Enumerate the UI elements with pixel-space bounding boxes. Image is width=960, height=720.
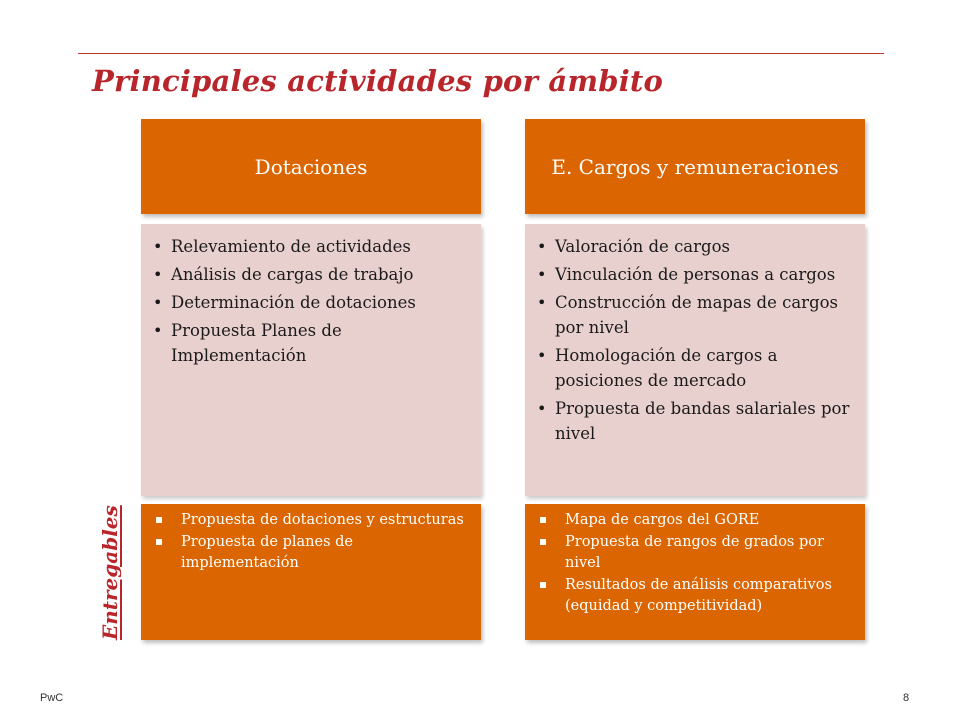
list-item: Propuesta de planes de implementación [153, 532, 471, 575]
bullet-icon: • [537, 293, 547, 312]
footer-brand: PwC [40, 692, 64, 704]
deliverables-list [537, 510, 855, 618]
list-item: • Análisis de cargas de trabajo [153, 262, 469, 287]
activities-panel-cargos [525, 224, 865, 496]
list-item: • Relevamiento de actividades [153, 234, 469, 259]
square-bullet-icon [540, 517, 546, 523]
square-bullet-icon [156, 517, 162, 523]
bullet-icon: • [537, 346, 547, 365]
list-item: Propuesta de dotaciones y estructuras [153, 510, 471, 532]
list-item: Resultados de análisis comparativos (equidad y competitividad) [537, 575, 855, 618]
bullet-icon: • [537, 237, 547, 256]
bullet-icon: • [153, 237, 163, 256]
activities-list [537, 234, 853, 446]
bullet-icon: • [153, 321, 163, 340]
page-number: 8 [903, 692, 910, 704]
deliverables-side-label: Entregables [98, 505, 122, 640]
square-bullet-icon [156, 539, 162, 545]
bullet-icon: • [153, 293, 163, 312]
activities-list [153, 234, 469, 368]
deliverables-panel-dotaciones [141, 504, 481, 640]
bullet-icon: • [537, 265, 547, 284]
column-header-label: E. Cargos y remuneraciones [551, 154, 839, 179]
column-header-cargos-remuneraciones [525, 119, 865, 214]
list-item: Mapa de cargos del GORE [537, 510, 855, 532]
list-item: • Homologación de cargos a posiciones de mercado [537, 343, 853, 393]
list-item: • Determinación de dotaciones [153, 290, 469, 315]
top-divider [78, 53, 884, 54]
square-bullet-icon [540, 539, 546, 545]
column-header-label: Dotaciones [254, 154, 368, 179]
list-item: • Vinculación de personas a cargos [537, 262, 853, 287]
list-item: • Valoración de cargos [537, 234, 853, 259]
list-item: Propuesta de rangos de grados por nivel [537, 532, 855, 575]
deliverables-panel-cargos [525, 504, 865, 640]
activities-panel-dotaciones [141, 224, 481, 496]
list-item: • Construcción de mapas de cargos por nivel [537, 290, 853, 340]
column-header-dotaciones [141, 119, 481, 214]
deliverables-list [153, 510, 471, 575]
square-bullet-icon [540, 582, 546, 588]
list-item: • Propuesta Planes de Implementación [153, 318, 469, 368]
bullet-icon: • [153, 265, 163, 284]
bullet-icon: • [537, 399, 547, 418]
list-item: • Propuesta de bandas salariales por nivel [537, 396, 853, 446]
page-title: Principales actividades por ámbito [92, 64, 664, 98]
